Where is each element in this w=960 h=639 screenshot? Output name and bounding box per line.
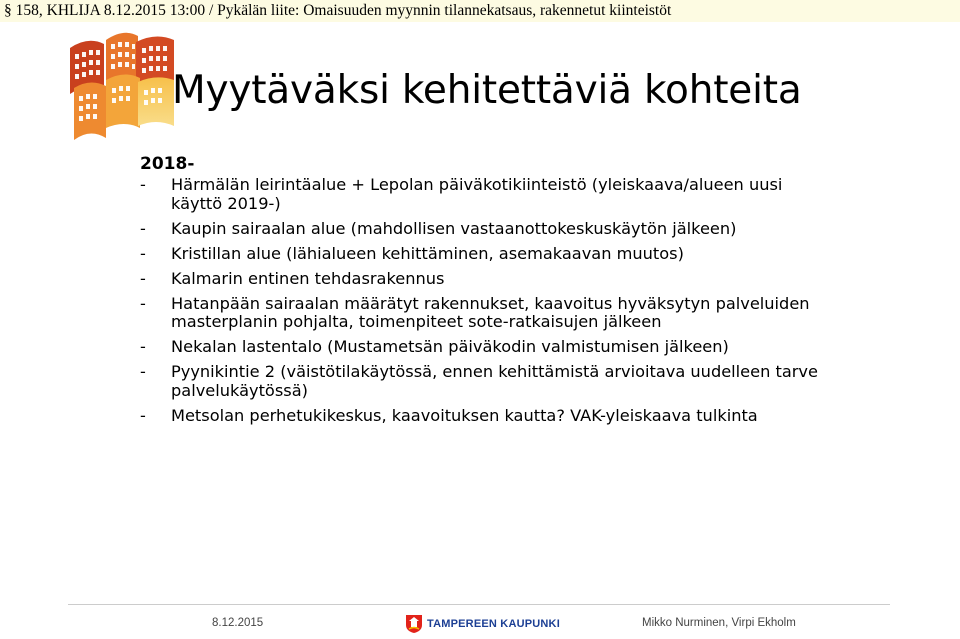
city-logo [405, 614, 560, 634]
list-item-text: Pyynikintie 2 (väistötilakäytössä, ennen kehittämistä arvioitava uudelleen tarve palvelukäytössä) [171, 362, 818, 400]
decorative-building-logo-icon [66, 28, 178, 146]
list-item [140, 245, 830, 264]
bullet-dash: - [140, 337, 146, 356]
document-header-text: § 158, KHLIJA 8.12.2015 13:00 / Pykälän liite: Omaisuuden myynnin tilannekatsaus, rakennetut kiinteistöt [4, 2, 672, 19]
list-item-text: Hatanpään sairaalan määrätyt rakennukset, kaavoitus hyväksytyn palveluiden masterplanin pohjalta, toimenpiteet sote-ratkaisujen jälkeen [171, 293, 810, 331]
list-item [140, 295, 830, 332]
list-item [140, 176, 830, 213]
list-item [140, 220, 830, 239]
footer-divider [68, 604, 890, 605]
bullet-dash: - [140, 293, 146, 313]
footer-authors: Mikko Nurminen, Virpi Ekholm [642, 617, 796, 629]
list-item [140, 407, 830, 426]
list-item [140, 338, 830, 357]
bullet-dash: - [140, 243, 146, 263]
bullet-dash: - [140, 362, 146, 381]
city-logo-text: TAMPEREEN KAUPUNKI [427, 618, 560, 630]
list-item [140, 270, 830, 289]
bullet-dash: - [140, 175, 146, 194]
year-heading: 2018- [140, 154, 195, 174]
list-item-text: Kalmarin entinen tehdasrakennus [171, 268, 445, 288]
bullet-dash: - [140, 405, 146, 425]
document-header-bar [0, 0, 960, 22]
footer-date: 8.12.2015 [212, 617, 264, 629]
list-item-text: Metsolan perhetukikeskus, kaavoituksen kautta? VAK-yleiskaava tulkinta [171, 405, 758, 425]
bullet-dash: - [140, 268, 146, 288]
list-item [140, 363, 830, 400]
slide-title: Myytäväksi kehitettäviä kohteita [172, 68, 802, 113]
property-list [140, 176, 830, 432]
city-crest-icon [405, 614, 423, 634]
bullet-dash: - [140, 218, 146, 238]
list-item-text: Kristillan alue (lähialueen kehittäminen, asemakaavan muutos) [171, 243, 684, 263]
list-item-text: Härmälän leirintäalue + Lepolan päiväkotikiinteistö (yleiskaava/alueen uusi käyttö 2019-) [171, 175, 783, 213]
list-item-text: Nekalan lastentalo (Mustametsän päiväkodin valmistumisen jälkeen) [171, 337, 729, 356]
list-item-text: Kaupin sairaalan alue (mahdollisen vastaanottokeskuskäytön jälkeen) [171, 218, 737, 238]
